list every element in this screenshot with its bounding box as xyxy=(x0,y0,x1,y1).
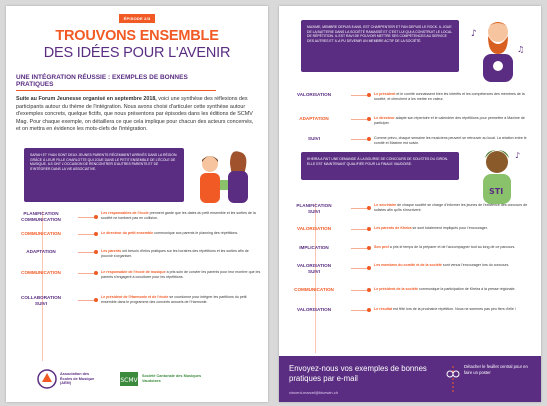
practice-text xyxy=(101,249,261,259)
practice-text xyxy=(101,270,261,280)
practice-detail: a pris soin de convier les parents pour leur montrer que les parents s'engagent à covoiturer pour les répétitions. xyxy=(101,270,261,279)
practice-actor: Le secrétaire xyxy=(374,203,397,207)
practice-label: COMMUNICATION xyxy=(21,231,61,236)
bullet-dot xyxy=(367,246,371,250)
soloist-illustration xyxy=(469,144,529,206)
bullet-dot xyxy=(367,117,371,121)
intro-paragraph xyxy=(16,96,258,134)
intro-text: voici une synthèse des réflexions des participants autour du thème de l'intégration. Nous avons choisi d'articuler cette synthèse autour d'exemples concrets, quelque fictifs, que nous présentons par épisodes dans les éditions de SCMV Mag. Pour chaque exemple, on détaillera ce que cela implique pour chacun des acteurs concernés, et on mettra en évidence les mots-clefs de l'intégration. xyxy=(16,96,254,133)
practice-text xyxy=(374,307,534,312)
scmv-logo-text: Société Cantonale des Musiques Vaudoises xyxy=(142,374,202,383)
connector-line xyxy=(78,217,94,218)
aem-logo-icon xyxy=(36,368,58,390)
bullet-dot xyxy=(367,206,371,210)
practice-label: ADAPTATION xyxy=(299,116,329,121)
bullet-dot xyxy=(94,232,98,236)
practice-text xyxy=(374,116,534,126)
practice-actor: Le président de la société xyxy=(374,287,418,291)
practice-actor: Le président de l'Harmonie et de l'école xyxy=(101,295,169,299)
scissors-icon xyxy=(445,364,461,394)
practice-label: COLLABORATION SUIVI xyxy=(21,295,61,306)
practice-actor: Les parents de Kheira xyxy=(374,226,412,230)
bullet-dot xyxy=(367,288,371,292)
connector-line xyxy=(351,229,367,230)
practice-label: COMMUNICATION xyxy=(21,270,61,275)
svg-text:♫: ♫ xyxy=(517,45,525,54)
practice-detail: a pris le temps de la préparer et de l'accompagner tout au long de ce parcours. xyxy=(388,245,516,249)
footer-banner xyxy=(279,356,541,402)
footer-email-link[interactable]: vincent-marcel@bluewin.ch xyxy=(289,390,338,395)
bullet-dot xyxy=(94,215,98,219)
bullet-dot xyxy=(367,308,371,312)
practice-text xyxy=(374,226,534,231)
aem-logo-text: Association des Écoles de Musique (AEM) xyxy=(60,371,95,386)
svg-text:STI: STI xyxy=(489,187,504,196)
practice-label: IMPLICATION xyxy=(299,245,329,250)
bullet-dot xyxy=(94,250,98,254)
practice-detail: de chaque société se charge d'informer les jeunes de l'existence des concours de solistes afin qu'ils s'inscrivent. xyxy=(374,203,528,212)
connector-line xyxy=(78,252,94,253)
connector-line xyxy=(351,268,367,269)
practice-text xyxy=(101,231,261,236)
practice-detail: et le comité connaissent bien les intérêts et les compétences des membres de la société, et cherchent à les mettre en valeur. xyxy=(374,92,525,101)
practice-label: ADAPTATION xyxy=(26,249,56,254)
practice-detail: se sont totalement impliqués pour l'encourager. xyxy=(411,226,488,230)
page-right xyxy=(279,6,541,402)
bullet-dot xyxy=(94,271,98,275)
story-box: SARAH ET YVAN SONT DEUX JEUNES PARENTS RÉCEMMENT ARRIVÉS DANS LA RÉGION. GRÂCE À LEUR FILLE CHARLOTTE QUI JOUE DANS LE PETIT ENSEMBLE DE L'ÉCOLE DE MUSIQUE, ILS ONT L'OCCASION DE RENCONTRER D'AUTRES PARENTS ET DE S'INTÉGRER DANS LA VIE ASSOCIATIVE. xyxy=(24,148,184,202)
practice-detail: se coordonne pour intégrer les partitions du petit ensemble dans le programme des concerts annuels de l'Harmonie. xyxy=(101,295,247,304)
practice-text xyxy=(101,295,261,305)
practice-actor: Les membres du comité et de la société xyxy=(374,263,442,267)
bullet-dot xyxy=(367,93,371,97)
bullet-dot xyxy=(94,298,98,302)
scmv-logo xyxy=(118,368,202,390)
connector-line xyxy=(351,290,367,291)
practice-label: VALORISATION xyxy=(296,307,332,312)
practice-label: SUIVI xyxy=(308,136,320,141)
story-box-kheira: KHEIRA A FAIT UNE DEMANDE À LA BOURSE DE CONCOURS DE SOLISTES DU GIRON. ELLE EST MAINTENANT QUALIFIÉE POUR LA FINALE VAUDOISE. xyxy=(301,152,459,180)
practice-detail: est fêté lors de la prochaine répétition. Nous ne sommes pas peu fiers d'elle ! xyxy=(392,307,516,311)
practice-text xyxy=(374,287,534,292)
bullet-dot xyxy=(367,227,371,231)
scmv-logo-icon xyxy=(118,368,140,390)
practice-actor: Le directeur xyxy=(374,116,395,120)
svg-text:♪: ♪ xyxy=(515,151,521,160)
page-title: TROUVONS ENSEMBLE xyxy=(55,28,219,44)
practice-label: COMMUNICATION xyxy=(294,287,334,292)
connector-line xyxy=(78,300,94,301)
footer-call-to-action: Envoyez-nous vos exemples de bonnes pratiques par e-mail xyxy=(289,364,427,383)
svg-text:SCMV: SCMV xyxy=(120,377,138,384)
practice-actor: Le résultat xyxy=(374,307,393,311)
episode-badge: ÉPISODE 2/3 xyxy=(119,14,155,23)
practice-detail: prennent garde que les dates du petit ensemble et les sorties de la société ne tombent pas en collision. xyxy=(101,211,256,220)
connector-line xyxy=(78,273,94,274)
practice-label: VALORISATION xyxy=(296,226,332,231)
connector-line xyxy=(351,139,367,140)
practice-text xyxy=(374,263,534,268)
practice-text xyxy=(101,211,261,221)
practice-actor: Les parents xyxy=(101,249,122,253)
footer-detach-note: Détacher le feuillet central pour en faire un poster xyxy=(464,364,528,375)
connector-line xyxy=(351,310,367,311)
connector-line xyxy=(351,208,367,209)
practice-detail: communique la participation de Kheira à la presse régionale. xyxy=(417,287,516,291)
aem-logo xyxy=(36,368,98,390)
practice-detail: adapte son répertoire et le calendrier des répétitions pour permettre à Maxime de participer. xyxy=(374,116,525,125)
connector-line xyxy=(351,95,367,96)
practice-actor: Son prof xyxy=(374,245,389,249)
practice-label: PLANIFICATION COMMUNICATION xyxy=(21,211,61,222)
page-left xyxy=(6,6,268,402)
connector-line xyxy=(351,248,367,249)
bullet-dot xyxy=(367,266,371,270)
connector-line xyxy=(351,119,367,120)
practice-text xyxy=(374,92,534,102)
practice-label: VALORISATION SUIVI xyxy=(296,263,332,274)
practice-label: PLANIFICATION SUIVI xyxy=(296,203,332,214)
practice-actor: Le responsable de l'école de musique xyxy=(101,270,166,274)
svg-text:♪: ♪ xyxy=(471,29,477,39)
intro-bold: Suite au Forum Jeunesse organisé en septembre 2018, xyxy=(16,96,157,102)
connector-line xyxy=(78,234,94,235)
drummer-illustration xyxy=(465,16,531,86)
bullet-dot xyxy=(367,137,371,141)
page-title-line2: DES IDÉES POUR L'AVENIR xyxy=(43,45,231,61)
practice-text xyxy=(374,203,534,213)
section-subtitle: UNE INTÉGRATION RÉUSSIE : EXEMPLES DE BONNES PRATIQUES xyxy=(16,74,216,91)
practice-actor: Le directeur du petit ensemble xyxy=(101,231,154,235)
story-box-maxime: MAXIME, MEMBRE DEPUIS 8 ANS, EST CHARPENTIER ET FAN DEPUIS LE ROCK. IL JOUE DE LA BATTERIE DANS LA SOCIÉTÉ RAMASSÉ ET C'EST LUI QUI A CONSTRUIT LE LOCAL DE RÉPÉTITION. IL EST RAVI DE POUVOIR METTRE SES COMPÉTENCES AU SERVICE DES AUTRES ET IL A PU DEVENIR UN MEMBRE ACTIF DE LA SOCIÉTÉ. xyxy=(301,20,459,72)
parents-illustration xyxy=(188,146,262,208)
practice-actor: Le président xyxy=(374,92,396,96)
practice-detail: ont besoin d'infos pratiques sur les horaires des répétitions et les sorties afin de pouvoir s'organiser. xyxy=(101,249,249,258)
practice-detail: Comme prévu, chaque semaine les musiciens peuvent se retrouver au local. La relation entre le comité et Maxime est suivie. xyxy=(374,136,527,145)
practice-actor: Les responsables de l'école xyxy=(101,211,149,215)
practice-detail: communique aux parents le planning des répétitions. xyxy=(153,231,239,235)
practice-detail: sont venus l'encourager lors du concours. xyxy=(441,263,510,267)
practice-label: VALORISATION xyxy=(296,92,332,97)
practice-text xyxy=(374,245,534,250)
